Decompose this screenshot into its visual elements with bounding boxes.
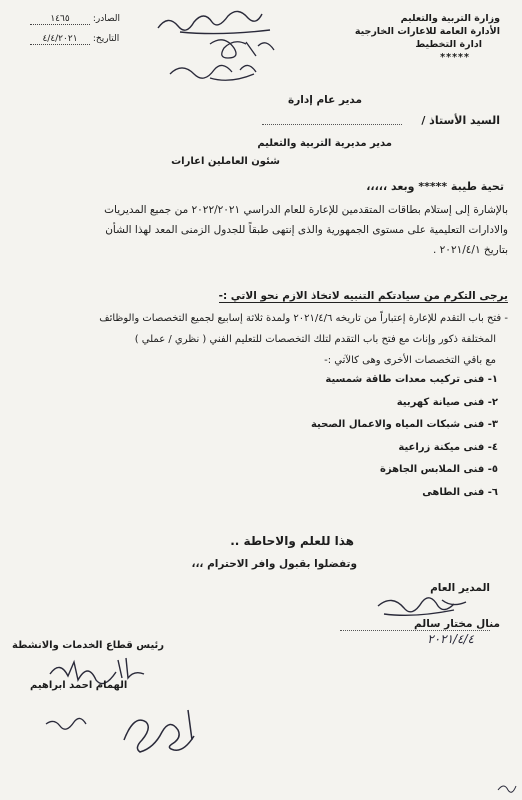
paragraph-line-1: بالإشارة إلى إستلام بطاقات المتقدمين للإعارة للعام الدراسي ٢٠٢٢/٢٠٢١ من جميع المديريات xyxy=(104,204,508,216)
handwritten-annotations xyxy=(150,2,300,92)
specialty-item: ٥- فنى الملابس الجاهزة xyxy=(379,464,498,475)
bullet-paragraph xyxy=(99,308,508,371)
unit-name: ادارة التخطيط xyxy=(415,39,482,50)
ministry-name: وزارة التربية والتعليم xyxy=(400,13,500,24)
date-label: التاريخ: xyxy=(92,34,120,44)
sector-head-name: الهمام احمد ابراهيم xyxy=(30,680,128,691)
closing-regards: وتفضلوا بقبول وافر الاحترام ،،، xyxy=(191,558,357,570)
general-director-name: منال مختار سالم xyxy=(414,618,500,630)
bullet-line-3: مع باقي التخصصات الأخرى وهى كالآتي :- xyxy=(324,355,496,366)
handwritten-initials xyxy=(40,700,210,760)
general-director-signature xyxy=(372,588,482,622)
signature-date: ٢٠٢١/٤/٤ xyxy=(427,632,474,646)
header-stars: ***** xyxy=(440,52,470,63)
specialty-item: ٦- فنى الطاهى xyxy=(422,486,498,498)
letterhead xyxy=(355,12,500,64)
closing-info: هذا للعلم والاحاطة .. xyxy=(230,534,354,548)
department-name: الأدارة العامة للاعارات الخارجية xyxy=(354,26,500,37)
specialty-item: ٤- فنى ميكنة زراعية xyxy=(398,441,498,453)
request-line: يرجى التكرم من سيادتكم التنبيه لاتخاذ الازم نحو الاتي :- xyxy=(218,290,508,302)
corner-mark xyxy=(496,780,518,794)
director-of-line: مدير عام إدارة xyxy=(288,94,362,106)
sector-head-title: رئيس قطاع الخدمات والانشطة xyxy=(12,640,165,651)
outgoing-number xyxy=(30,14,120,25)
intro-paragraph xyxy=(104,200,508,260)
name-underline xyxy=(340,630,490,631)
bullet-line-2: المختلفة ذكور وإناث مع فتح باب التقدم لتلك التخصصات للتعليم الفني ( نظري / عملي ) xyxy=(134,334,496,345)
paragraph-line-2: والادارات التعليمية على مستوى الجمهورية والذى إنتهى طبقاً للجدول الزمنى المعد لهذا الشأن xyxy=(105,224,508,236)
specialties-list xyxy=(311,374,498,509)
date-value: ٤/٤/٢٠٢١ xyxy=(30,34,90,45)
paragraph-line-3: بتاريخ ٢٠٢١/٤/١ . xyxy=(432,244,508,256)
greeting: تحية طيبة ***** وبعد ،،،،، xyxy=(366,180,504,193)
name-blank-line xyxy=(262,124,402,125)
specialty-item: ٢- فنى صيانة كهربية xyxy=(396,396,498,408)
specialty-item: ١- فنى تركيب معدات طاقة شمسية xyxy=(325,374,498,385)
sir-title: السيد الأستاذ / xyxy=(421,114,500,127)
affairs-line: شئون العاملين اعارات xyxy=(171,156,280,167)
outgoing-value: ١٤٦٥ xyxy=(30,14,90,25)
bullet-line-1: - فتح باب التقدم للإعارة إعتباراً من تاريخه ٢٠٢١/٤/٦ ولمدة ثلاثة إسابيع لجميع التخصصات والوظائف xyxy=(99,313,508,324)
specialty-item: ٣- فنى شبكات المياه والاعمال الصحية xyxy=(310,419,498,430)
reference-date xyxy=(30,34,119,45)
directorate-line: مدير مديرية التربية والتعليم xyxy=(257,138,392,149)
outgoing-label: الصادر: xyxy=(92,14,121,24)
general-director-title: المدير العام xyxy=(430,582,490,594)
